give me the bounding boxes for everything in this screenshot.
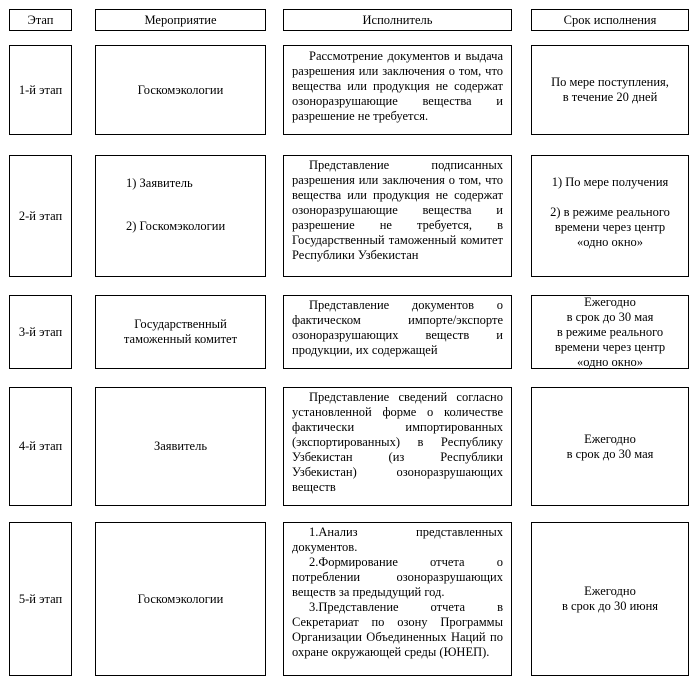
deadline-cell	[531, 155, 689, 277]
header-executor-label: Исполнитель	[362, 12, 433, 27]
stage-cell	[9, 155, 72, 277]
header-deadline-label: Срок исполнения	[563, 12, 657, 27]
deadline-line: в течение 20 дней	[562, 90, 658, 104]
stage-label: 1-й этап	[18, 82, 63, 97]
header-event-label: Мероприятие	[144, 12, 217, 27]
executor-cell	[283, 45, 512, 135]
event-label: Госкомэкологии	[137, 591, 224, 606]
deadline-line: По мере поступления,	[551, 75, 669, 89]
event-cell	[95, 155, 266, 277]
event-label: Государственный таможенный комитет	[123, 317, 238, 346]
deadline-cell	[531, 45, 689, 135]
deadline-line: в срок до 30 мая	[566, 309, 654, 324]
deadline-line: 1) По мере получения	[551, 175, 669, 189]
executor-cell	[283, 295, 512, 369]
header-executor	[283, 9, 512, 31]
executor-item: 2.Формирование отчета о потреблении озоноразрушающих веществ за предыдущий год.	[292, 555, 503, 599]
event-cell	[95, 522, 266, 676]
event-cell	[95, 45, 266, 135]
deadline-line: Ежегодно	[584, 431, 636, 446]
event-cell	[95, 387, 266, 506]
executor-item: 1.Анализ представленных документов.	[292, 525, 503, 554]
stage-label: 5-й этап	[18, 591, 63, 606]
deadline-line: Ежегодно	[584, 584, 636, 598]
event-cell	[95, 295, 266, 369]
executor-text: Представление сведений согласно установленной форме о количестве фактически импортированных (экспортированных) в Республику Узбекистан (из Республики Узбекистан) озоноразрушающих веществ	[292, 390, 503, 494]
stage-label: 4-й этап	[18, 439, 63, 453]
deadline-line: в срок до 30 мая	[566, 446, 654, 461]
header-event	[95, 9, 266, 31]
stage-label: 2-й этап	[18, 208, 63, 223]
executor-cell	[283, 522, 512, 676]
event-item: 2) Госкомэкологии	[126, 219, 226, 233]
deadline-line: 2) в режиме реального времени через центр «одно окно»	[550, 205, 670, 249]
header-stage-label: Этап	[27, 12, 54, 27]
stage-label: 3-й этап	[18, 324, 63, 339]
stage-cell	[9, 45, 72, 135]
executor-item: 3.Представление отчета в Секретариат по озону Программы Организации Объединенных Наций по охране окружающей среды (ЮНЕП).	[292, 600, 503, 659]
executor-text: Представление документов о фактическом импорте/экспорте озоноразрушающих веществ и продукции, их содержащей	[292, 298, 503, 357]
deadline-line: в срок до 30 июня	[561, 599, 659, 613]
event-label: Госкомэкологии	[137, 82, 224, 97]
deadline-line: Ежегодно	[584, 294, 636, 309]
deadline-line: в режиме реального времени через центр «одно окно»	[554, 324, 666, 369]
executor-cell	[283, 155, 512, 277]
stage-cell	[9, 522, 72, 676]
stage-cell	[9, 387, 72, 506]
executor-text: Рассмотрение документов и выдача разрешения или заключения о том, что вещества или продукция не содержат озоноразрушающие вещества и разрешение не требуется.	[292, 49, 503, 123]
executor-cell	[283, 387, 512, 506]
stage-cell	[9, 295, 72, 369]
deadline-cell	[531, 522, 689, 676]
event-label: Заявитель	[153, 439, 208, 453]
deadline-cell	[531, 387, 689, 506]
header-deadline	[531, 9, 689, 31]
header-stage	[9, 9, 72, 31]
executor-text: Представление подписанных разрешения или заключения о том, что вещества или продукция не содержат озоноразрушающие вещества и разрешение не требуется, в Государственный таможенный комитет Республики Узбекистан	[292, 158, 503, 262]
deadline-cell	[531, 295, 689, 369]
event-item: 1) Заявитель	[126, 176, 193, 190]
